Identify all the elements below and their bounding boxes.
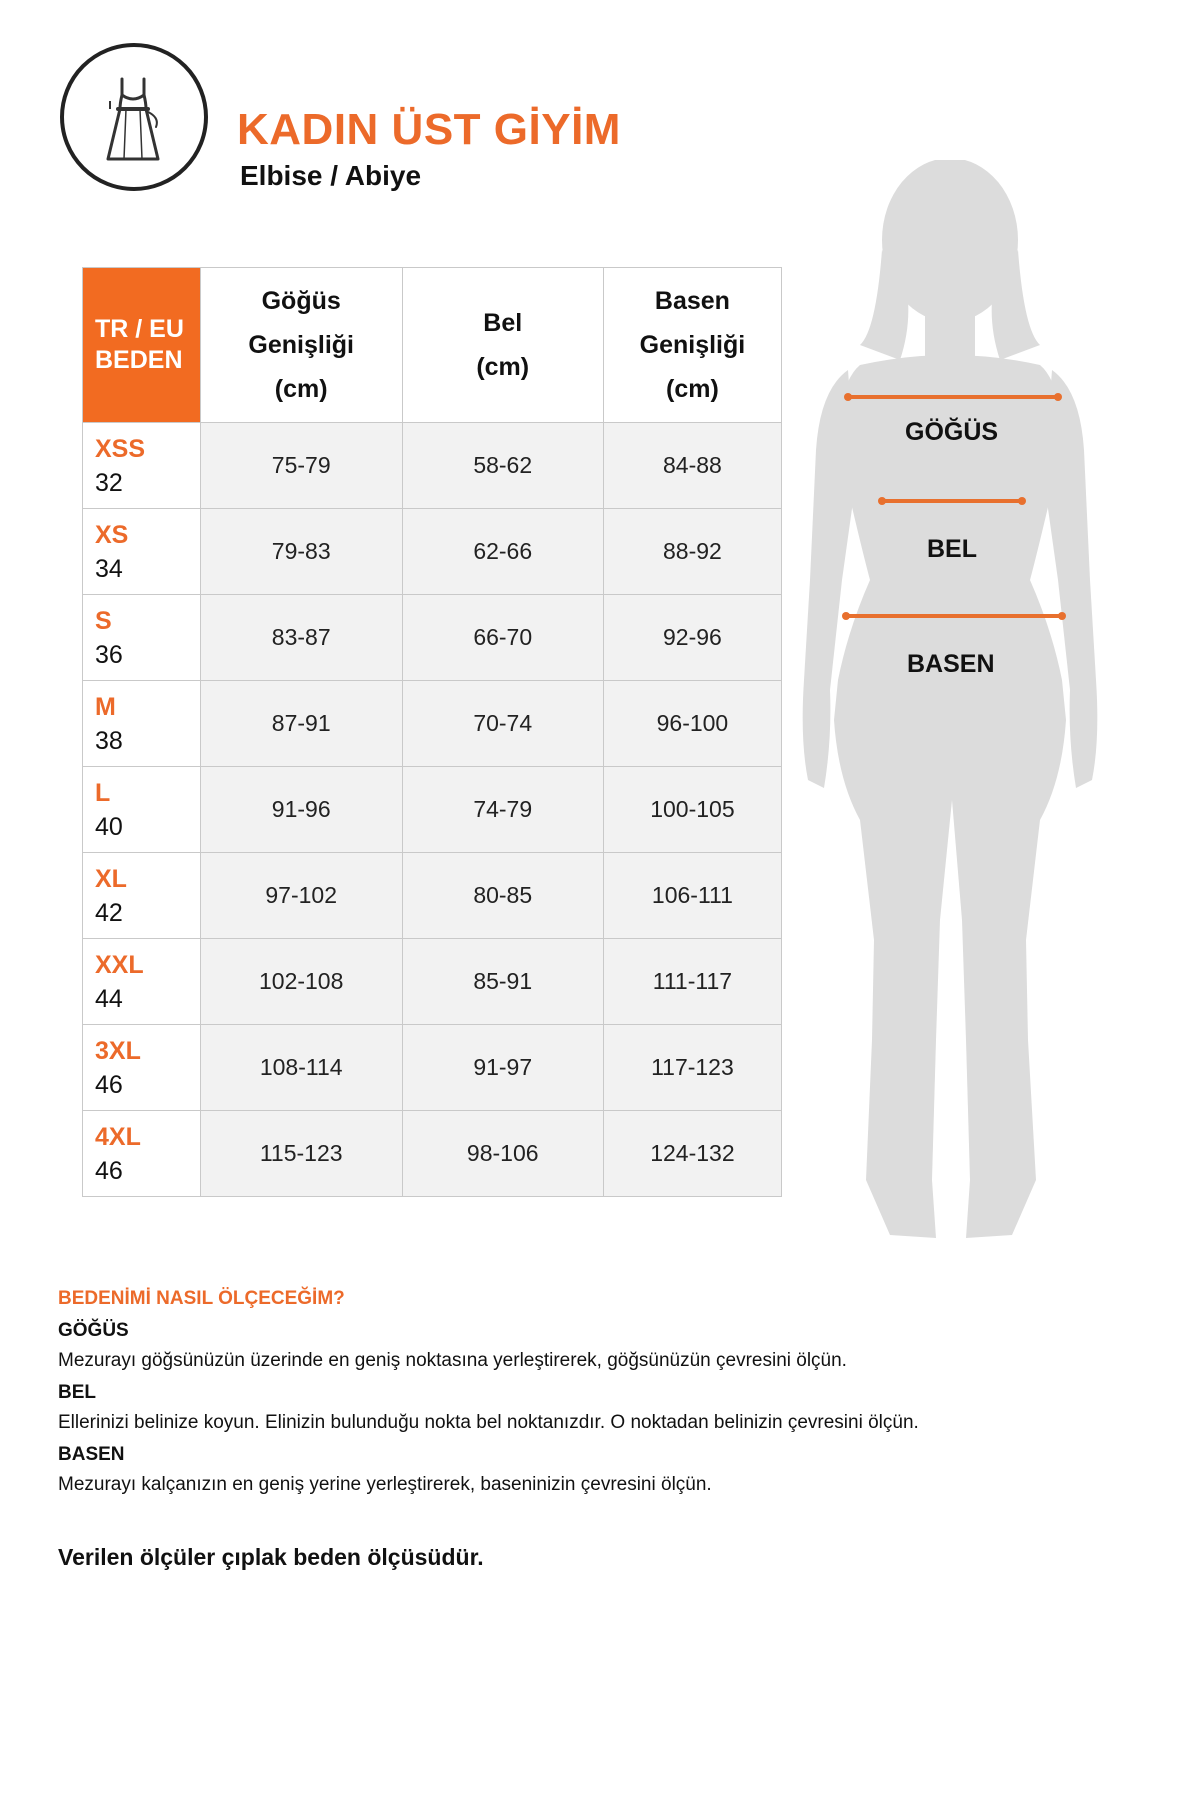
- table-row: [83, 681, 782, 767]
- size-number: 36: [95, 640, 123, 669]
- size-code: M: [95, 692, 116, 721]
- header-basen: [603, 268, 781, 423]
- dress-icon: [64, 47, 204, 187]
- body-silhouette: [790, 160, 1110, 1240]
- size-cell: [83, 1111, 201, 1197]
- header-corner-line: TR / EU: [95, 315, 184, 343]
- table-row: [83, 423, 782, 509]
- header-line: Genişliği: [248, 331, 354, 359]
- cell-basen: 106-111: [603, 853, 781, 939]
- guide-heading: BEDENİMİ NASIL ÖLÇECEĞİM?: [58, 1288, 345, 1309]
- table-row: [83, 1111, 782, 1197]
- cell-bel: 62-66: [402, 509, 603, 595]
- guide-text-bel: Ellerinizi belinize koyun. Elinizin bulunduğu nokta bel noktanızdır. O noktadan belinizin çevresini ölçün.: [58, 1412, 919, 1433]
- cell-bel: 85-91: [402, 939, 603, 1025]
- guide-label-basen: BASEN: [58, 1444, 125, 1465]
- table-row: [83, 509, 782, 595]
- cell-basen: 88-92: [603, 509, 781, 595]
- cell-bel: 66-70: [402, 595, 603, 681]
- header-line: (cm): [476, 353, 530, 381]
- size-code: XXL: [95, 950, 144, 979]
- size-table: [82, 267, 782, 1197]
- size-number: 44: [95, 984, 123, 1013]
- size-code: XS: [95, 520, 129, 549]
- cell-gogus: 102-108: [200, 939, 402, 1025]
- cell-gogus: 79-83: [200, 509, 402, 595]
- size-code: XSS: [95, 434, 146, 463]
- cell-gogus: 97-102: [200, 853, 402, 939]
- figure-label-basen: BASEN: [907, 650, 995, 678]
- guide-text-gogus: Mezurayı göğsünüzün üzerinde en geniş noktasına yerleştirerek, göğsünüzün çevresini ölçün.: [58, 1350, 847, 1371]
- cell-basen: 96-100: [603, 681, 781, 767]
- cell-basen: 117-123: [603, 1025, 781, 1111]
- size-cell: [83, 681, 201, 767]
- table-header-row: [83, 268, 782, 423]
- header-line: Basen: [654, 287, 730, 315]
- figure-label-gogus: GÖĞÜS: [905, 418, 999, 446]
- cell-gogus: 108-114: [200, 1025, 402, 1111]
- cell-bel: 58-62: [402, 423, 603, 509]
- header-line: Göğüs: [261, 287, 341, 315]
- cell-bel: 98-106: [402, 1111, 603, 1197]
- header-line: Bel: [483, 309, 523, 337]
- size-cell: [83, 423, 201, 509]
- cell-bel: 80-85: [402, 853, 603, 939]
- size-table-body: [83, 423, 782, 1197]
- cell-gogus: 87-91: [200, 681, 402, 767]
- size-number: 32: [95, 468, 123, 497]
- size-cell: [83, 939, 201, 1025]
- header-gogus: [200, 268, 402, 423]
- cell-bel: 91-97: [402, 1025, 603, 1111]
- guide-label-gogus: GÖĞÜS: [58, 1320, 129, 1341]
- cell-gogus: 75-79: [200, 423, 402, 509]
- size-number: 42: [95, 898, 123, 927]
- header-line: (cm): [666, 375, 719, 403]
- page-title: KADIN ÜST GİYİM: [237, 105, 621, 154]
- size-number: 34: [95, 554, 123, 583]
- size-number: 46: [95, 1156, 123, 1185]
- header-corner-line: BEDEN: [95, 346, 183, 374]
- size-code: 3XL: [95, 1036, 141, 1065]
- cell-bel: 74-79: [402, 767, 603, 853]
- header-bel: [402, 268, 603, 423]
- size-cell: [83, 1025, 201, 1111]
- table-row: [83, 595, 782, 681]
- size-cell: [83, 595, 201, 681]
- cell-basen: 124-132: [603, 1111, 781, 1197]
- size-cell: [83, 853, 201, 939]
- cell-gogus: 83-87: [200, 595, 402, 681]
- figure-label-bel: BEL: [927, 535, 977, 563]
- measurement-guide: [58, 1288, 1158, 1506]
- cell-gogus: 115-123: [200, 1111, 402, 1197]
- size-code: 4XL: [95, 1122, 141, 1151]
- page-subtitle: Elbise / Abiye: [240, 160, 422, 191]
- size-code: XL: [95, 864, 127, 893]
- woman-silhouette-icon: [790, 160, 1110, 1240]
- cell-basen: 100-105: [603, 767, 781, 853]
- header-line: (cm): [274, 375, 328, 403]
- size-number: 40: [95, 812, 123, 841]
- size-cell: [83, 767, 201, 853]
- cell-basen: 111-117: [603, 939, 781, 1025]
- footnote: Verilen ölçüler çıplak beden ölçüsüdür.: [58, 1544, 484, 1570]
- cell-gogus: 91-96: [200, 767, 402, 853]
- cell-bel: 70-74: [402, 681, 603, 767]
- size-code: S: [95, 606, 112, 635]
- size-cell: [83, 509, 201, 595]
- cell-basen: 84-88: [603, 423, 781, 509]
- table-row: [83, 767, 782, 853]
- header-line: Genişliği: [639, 331, 746, 359]
- table-row: [83, 939, 782, 1025]
- logo-badge: [60, 43, 208, 191]
- size-number: 38: [95, 726, 123, 755]
- size-number: 46: [95, 1070, 123, 1099]
- guide-label-bel: BEL: [58, 1382, 96, 1403]
- cell-basen: 92-96: [603, 595, 781, 681]
- table-row: [83, 853, 782, 939]
- table-row: [83, 1025, 782, 1111]
- header-size-cell: [83, 268, 201, 423]
- size-code: L: [95, 778, 111, 807]
- guide-text-basen: Mezurayı kalçanızın en geniş yerine yerleştirerek, baseninizin çevresini ölçün.: [58, 1474, 712, 1495]
